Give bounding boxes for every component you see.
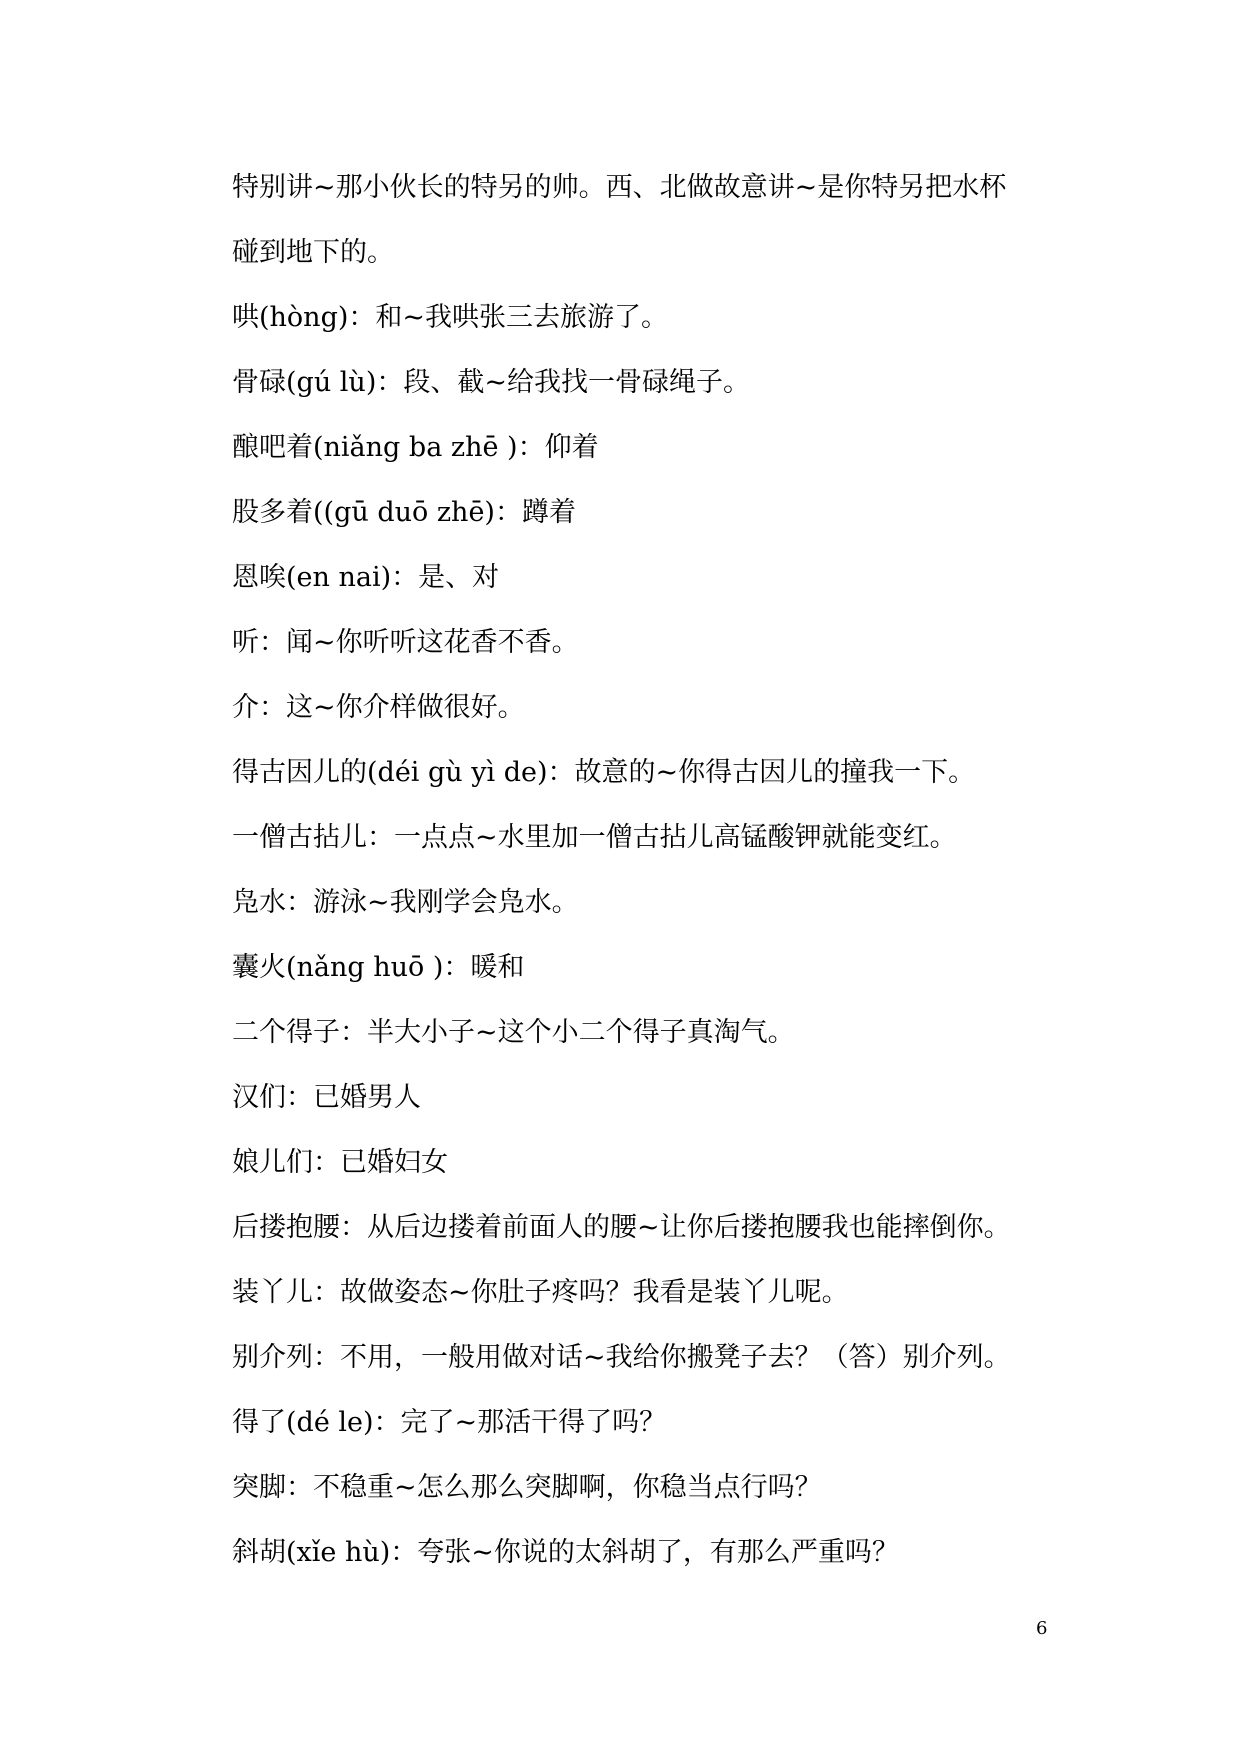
text-line: 得古因儿的(déi gù yì de)：故意的~你得古因儿的撞我一下。 <box>232 757 976 788</box>
text-line: 特别讲~那小伙长的特另的帅。西、北做故意讲~是你特另把水杯 <box>232 172 1007 203</box>
text-line: 后搂抱腰：从后边搂着前面人的腰~让你后搂抱腰我也能摔倒你。 <box>232 1212 1011 1243</box>
text-line: 得了(dé le)：完了~那活干得了吗？ <box>232 1407 667 1438</box>
text-line: 碰到地下的。 <box>232 237 394 268</box>
text-line: 娘儿们：已婚妇女 <box>232 1147 448 1178</box>
text-line: 别介列：不用，一般用做对话~我给你搬凳子去？（答）别介列。 <box>232 1342 1011 1373</box>
text-line: 一僧古拈儿：一点点~水里加一僧古拈儿高锰酸钾就能变红。 <box>232 822 957 853</box>
text-line: 股多着((gū duō zhē)：蹲着 <box>232 497 576 528</box>
text-line: 二个得子：半大小子~这个小二个得子真淘气。 <box>232 1017 795 1048</box>
text-line: 斜胡(xǐe hù)：夸张~你说的太斜胡了，有那么严重吗？ <box>232 1537 899 1568</box>
text-line: 突脚：不稳重~怎么那么突脚啊，你稳当点行吗？ <box>232 1472 822 1503</box>
text-line: 凫水：游泳~我刚学会凫水。 <box>232 887 579 918</box>
text-line: 囊火(nǎng huō )：暖和 <box>232 952 525 983</box>
text-line: 介：这~你介样做很好。 <box>232 692 525 723</box>
text-line: 恩唉(en nai)：是、对 <box>232 562 500 593</box>
document-body <box>232 155 1062 1585</box>
text-line: 酿吧着(niǎng ba zhē )：仰着 <box>232 432 599 463</box>
text-line: 听：闻~你听听这花香不香。 <box>232 627 579 658</box>
text-line: 哄(hòng)：和~我哄张三去旅游了。 <box>232 302 669 333</box>
text-line: 骨碌(gú lù)：段、截~给我找一骨碌绳子。 <box>232 367 750 398</box>
text-line: 汉们：已婚男人 <box>232 1082 421 1113</box>
text-line: 装丫儿：故做姿态~你肚子疼吗？我看是装丫儿呢。 <box>232 1277 849 1308</box>
page-number: 6 <box>1036 1618 1048 1639</box>
